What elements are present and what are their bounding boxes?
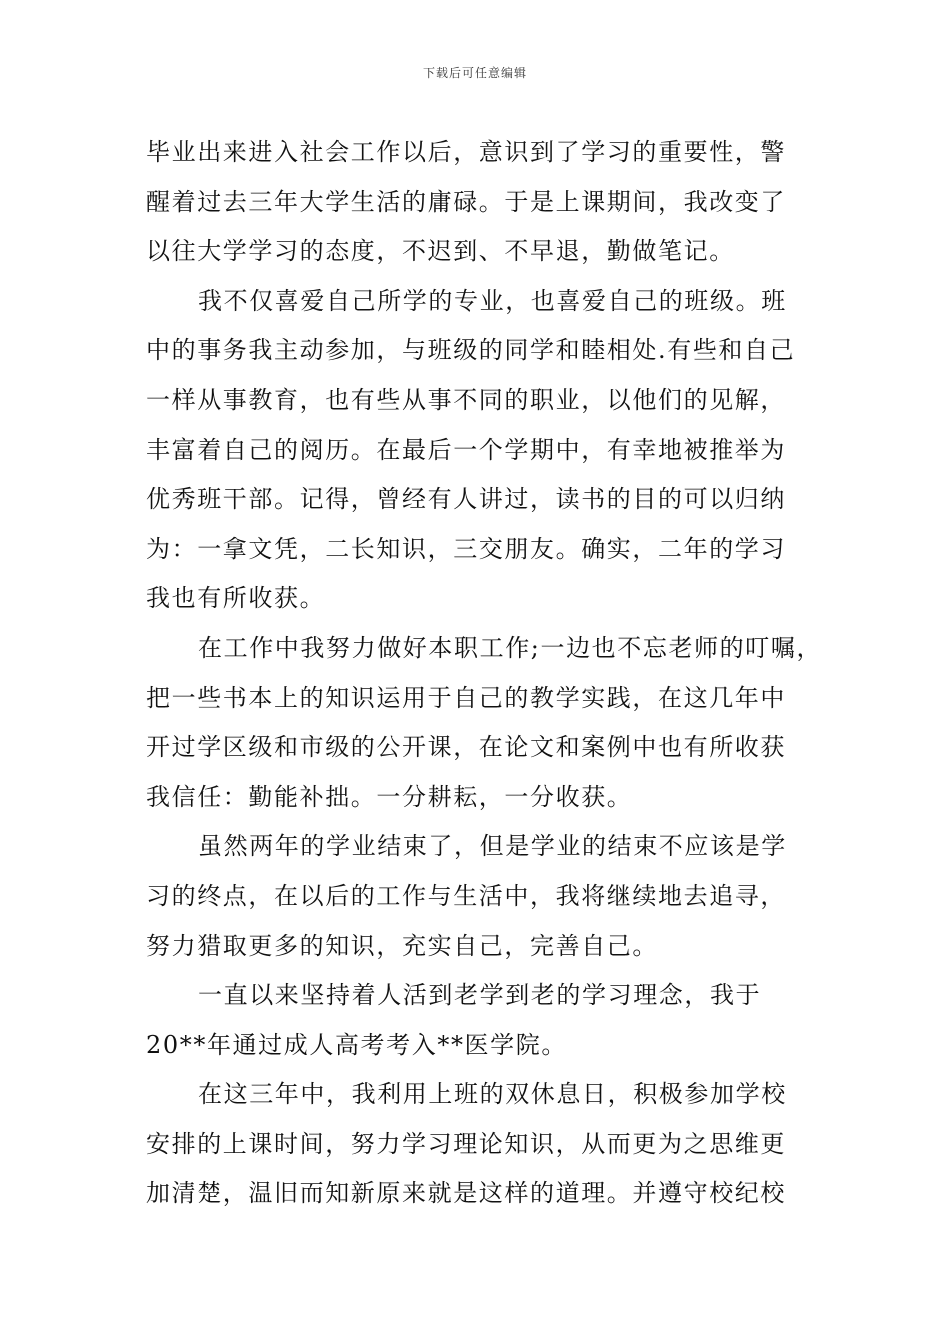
text-line: 一样从事教育，也有些从事不同的职业，以他们的见解， bbox=[146, 385, 786, 414]
text-line: 丰富着自己的阅历。在最后一个学期中，有幸地被推举为 bbox=[146, 435, 786, 464]
text-line: 加清楚，温旧而知新原来就是这样的道理。并遵守校纪校 bbox=[146, 1179, 786, 1208]
text-line: 在这三年中，我利用上班的双休息日，积极参加学校 bbox=[198, 1080, 787, 1109]
text-line: 为：一拿文凭，二长知识，三交朋友。确实，二年的学习 bbox=[146, 534, 786, 563]
text-line: 在工作中我努力做好本职工作;一边也不忘老师的叮嘱， bbox=[198, 633, 823, 662]
text-line: 开过学区级和市级的公开课，在论文和案例中也有所收获 bbox=[146, 733, 786, 762]
text-line: 毕业出来进入社会工作以后，意识到了学习的重要性，警 bbox=[146, 138, 786, 166]
text-line: 醒着过去三年大学生活的庸碌。于是上课期间，我改变了 bbox=[146, 187, 786, 216]
text-line: 把一些书本上的知识运用于自己的教学实践，在这几年中 bbox=[146, 683, 786, 712]
text-line: 优秀班干部。记得，曾经有人讲过，读书的目的可以归纳 bbox=[146, 485, 786, 514]
text-line: 20**年通过成人高考考入**医学院。 bbox=[146, 1030, 567, 1059]
text-line: 虽然两年的学业结束了，但是学业的结束不应该是学 bbox=[198, 832, 787, 861]
text-line: 中的事务我主动参加，与班级的同学和睦相处.有些和自己 bbox=[146, 336, 796, 365]
text-line: 我也有所收获。 bbox=[146, 584, 326, 613]
text-line: 我不仅喜爱自己所学的专业，也喜爱自己的班级。班 bbox=[198, 286, 787, 315]
text-line: 努力猎取更多的知识，充实自己，完善自己。 bbox=[146, 931, 658, 960]
document-body bbox=[146, 128, 823, 1219]
text-line: 以往大学学习的态度，不迟到、不早退，勤做笔记。 bbox=[146, 237, 735, 266]
text-line: 我信任：勤能补拙。一分耕耘，一分收获。 bbox=[146, 782, 633, 811]
text-line: 安排的上课时间，努力学习理论知识，从而更为之思维更 bbox=[146, 1129, 786, 1158]
page-header: 下载后可任意编辑 bbox=[422, 66, 527, 80]
text-line: 一直以来坚持着人活到老学到老的学习理念，我于 bbox=[198, 981, 762, 1010]
text-line: 习的终点，在以后的工作与生活中，我将继续地去追寻， bbox=[146, 881, 786, 910]
